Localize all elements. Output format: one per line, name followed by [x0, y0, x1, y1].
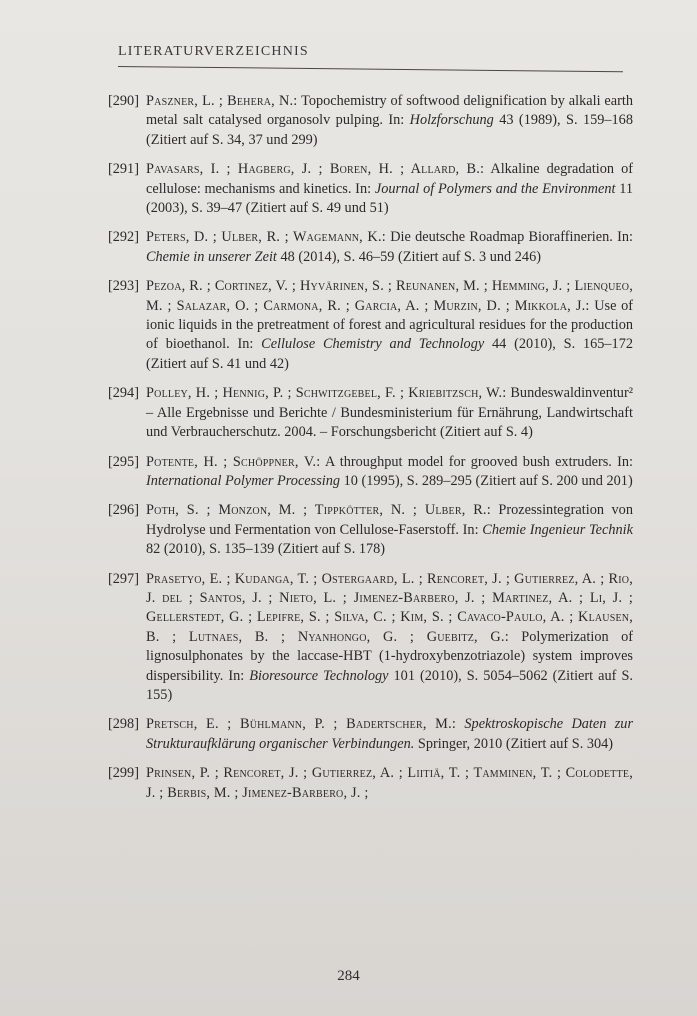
reference-journal: Journal of Polymers and the Environment	[374, 180, 616, 197]
page-number: 284	[337, 968, 360, 984]
reference-text: Prozessintegration von Hydrolyse und Fermentation von Cellulose-Faserstoff. In:	[146, 502, 633, 538]
reference-authors: Pretsch, E. ; Bühlmann, P. ; Badertscher, M.:	[146, 716, 457, 733]
reference-journal: Bioresource Technology	[249, 667, 389, 684]
reference-authors: Polley, H. ; Hennig, P. ; Schwitzgebel, F. ; Kriebitzsch, W.:	[146, 385, 507, 402]
reference-entry	[108, 384, 633, 442]
reference-entry	[108, 228, 633, 267]
reference-details: 82 (2010), S. 135–139 (Zitiert auf S. 178)	[146, 541, 386, 558]
reference-journal: International Polymer Processing	[146, 472, 341, 489]
reference-details: 101 (2010), S. 5054–5062 (Zitiert auf S. 155)	[146, 667, 633, 703]
reference-authors: Potente, H. ; Schöppner, V.:	[146, 453, 321, 470]
reference-entry	[108, 764, 633, 803]
reference-number: [290]	[108, 93, 139, 109]
reference-number: [294]	[108, 385, 139, 402]
reference-journal: Cellulose Chemistry and Technology	[261, 336, 485, 353]
reference-authors: Prinsen, P. ; Rencoret, J. ; Gutierrez, A. ; Liitiä, T. ; Tamminen, T. ; Colodette, J. ; Berbis, M. ; Jimenez-Barbero, J. ;	[146, 765, 633, 801]
reference-text: Bundeswaldinventur² – Alle Ergebnisse und Berichte / Bundesministerium für Ernährung, Landwirtschaft und Verbraucherschutz. 2004. – Forschungsbericht (Zitiert auf S. 4)	[146, 385, 634, 441]
reference-list	[108, 92, 633, 813]
running-header-title: LITERATURVERZEICHNIS	[118, 44, 309, 59]
reference-number: [296]	[108, 502, 139, 519]
reference-text: Polymerization of lignosulphonates by the laccase-HBT (1-hydroxybenzotriazole) system improves dispersibility. In:	[146, 628, 633, 684]
reference-authors: Poth, S. ; Monzon, M. ; Tippkötter, N. ; Ulber, R.:	[146, 502, 491, 519]
reference-authors: Peters, D. ; Ulber, R. ; Wagemann, K.:	[146, 229, 386, 246]
reference-entry	[108, 501, 633, 559]
reference-entry	[108, 570, 633, 706]
reference-authors: Pezoa, R. ; Cortinez, V. ; Hyvärinen, S. ; Reunanen, M. ; Hemming, J. ; Lienqueo, M. ; Salazar, O. ; Carmona, R. ; Garcia, A. ; Murzin, D. ; Mikkola, J.:	[146, 278, 633, 314]
reference-text: Use of ionic liquids in the pretreatment of forest and agricultural residues for the production of bioethanol. In:	[146, 297, 634, 353]
reference-entry	[108, 453, 633, 492]
reference-number: [291]	[108, 161, 139, 178]
reference-entry	[108, 715, 633, 754]
reference-details: 48 (2014), S. 46–59 (Zitiert auf S. 3 und 246)	[276, 248, 541, 265]
reference-details: 10 (1995), S. 289–295 (Zitiert auf S. 200 und 201)	[340, 472, 633, 489]
reference-journal: Chemie Ingenieur Technik	[482, 521, 633, 538]
reference-text: Topochemistry of softwood delignification by alkali earth metal salt catalysed organosolv pulping. In:	[146, 93, 633, 129]
reference-details: Springer, 2010 (Zitiert auf S. 304)	[414, 735, 614, 752]
reference-entry	[108, 160, 633, 218]
reference-journal: Chemie in unserer Zeit	[146, 248, 277, 265]
reference-authors: Prasetyo, E. ; Kudanga, T. ; Ostergaard, L. ; Rencoret, J. ; Gutierrez, A. ; Rio, J. del ; Santos, J. ; Nieto, L. ; Jimenez-Barbero, J. ; Martinez, A. ; Li, J. ; Gellerstedt, G. ; Lepifre, S. ; Silva, C. ; Kim, S. ; Cavaco-Paulo, A. ; Klausen, B. ; Lutnaes, B. ; Nyanhongo, G. ; Guebitz, G.:	[146, 570, 633, 645]
reference-number: [293]	[108, 278, 139, 295]
reference-entry	[108, 92, 633, 150]
reference-journal: Holzforschung	[409, 112, 494, 129]
reference-number: [297]	[108, 570, 139, 587]
reference-number: [298]	[108, 716, 139, 733]
reference-number: [295]	[108, 453, 139, 470]
reference-number: [292]	[108, 229, 139, 246]
reference-journal: Spektroskopische Daten zur Strukturaufklärung organischer Verbindungen.	[146, 716, 634, 752]
reference-authors: Pavasars, I. ; Hagberg, J. ; Boren, H. ; Allard, B.:	[146, 161, 485, 178]
reference-details: 43 (1989), S. 159–168 (Zitiert auf S. 34, 37 und 299)	[146, 112, 633, 148]
reference-text: Die deutsche Roadmap Bioraffinerien. In:	[385, 229, 633, 246]
running-header	[118, 44, 638, 60]
reference-text: Alkaline degradation of cellulose: mechanisms and kinetics. In:	[146, 161, 633, 197]
header-rule	[118, 66, 623, 72]
reference-text: A throughput model for grooved bush extruders. In:	[320, 453, 633, 470]
reference-entry	[108, 277, 633, 374]
reference-details: 44 (2010), S. 165–172 (Zitiert auf S. 41 und 42)	[146, 336, 633, 372]
reference-number: [299]	[108, 765, 139, 782]
reference-authors: Paszner, L. ; Behera, N.:	[146, 93, 298, 109]
reference-details: 11 (2003), S. 39–47 (Zitiert auf S. 49 und 51)	[146, 180, 634, 217]
